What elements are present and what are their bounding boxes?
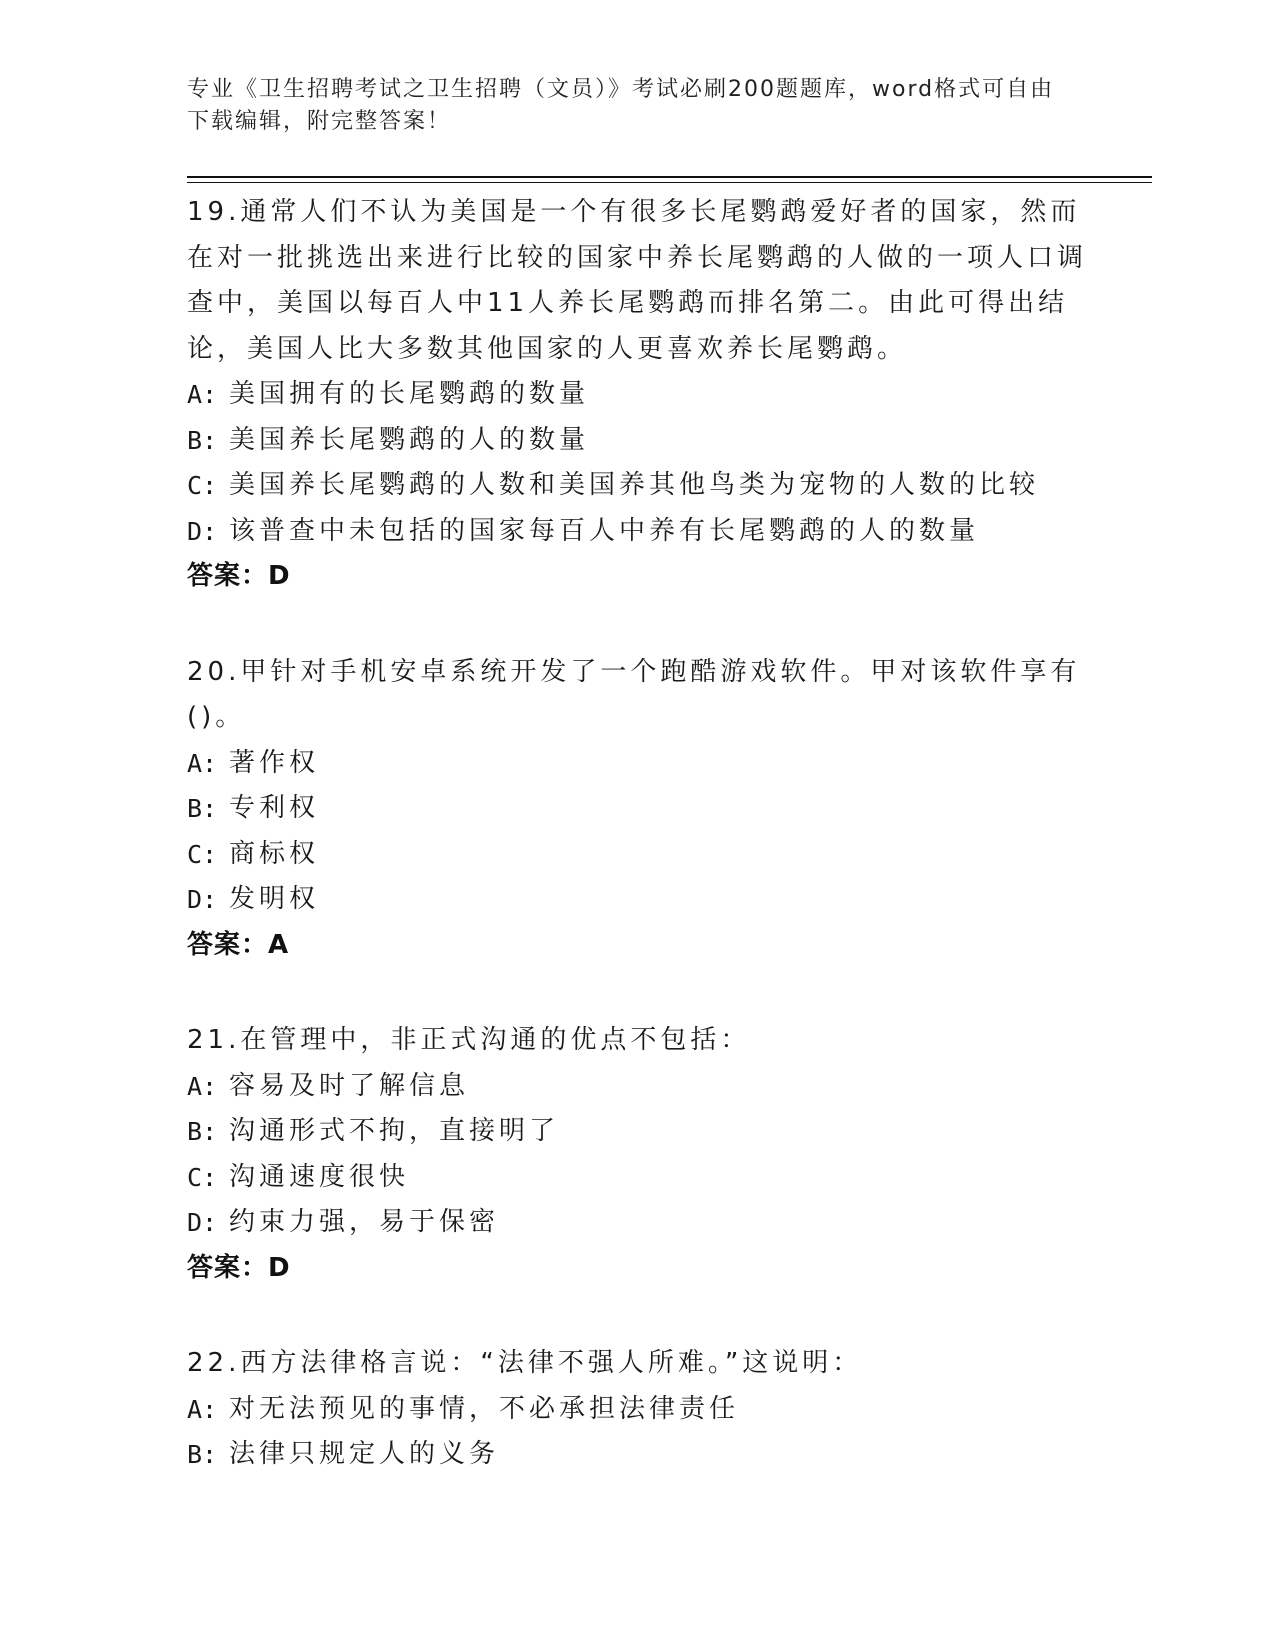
option-text: 沟通形式不拘，直接明了 (229, 1116, 560, 1146)
option-c (187, 463, 1087, 509)
option-key: D: (187, 1208, 218, 1237)
answer-line: 答案：D (187, 1252, 291, 1283)
option-text: 商标权 (229, 838, 320, 869)
option-key: B: (187, 794, 218, 823)
option-text: 美国养长尾鹦鹉的人的数量 (229, 424, 590, 455)
option-key: A: (187, 1394, 218, 1424)
question-20 (187, 650, 1087, 969)
document-header: 专业《卫生招聘考试之卫生招聘（文员）》考试必刷200题题库，word格式可自由下载编辑，附完整答案！ (187, 77, 1055, 134)
option-key: C: (187, 471, 218, 500)
option-a (187, 372, 1087, 418)
option-text: 约束力强，易于保密 (229, 1207, 500, 1237)
option-key: A: (187, 1071, 218, 1101)
option-a (187, 741, 1087, 787)
option-b (187, 1432, 1087, 1478)
option-a (187, 1387, 1087, 1433)
option-key: B: (187, 1117, 218, 1146)
option-text: 美国拥有的长尾鹦鹉的数量 (229, 379, 590, 409)
option-b (187, 418, 1087, 464)
option-d (187, 1200, 1087, 1246)
option-key: A: (187, 380, 218, 409)
option-b (187, 1109, 1087, 1155)
option-text: 发明权 (229, 884, 320, 914)
option-c (187, 832, 1087, 878)
option-c (187, 1155, 1087, 1201)
option-a (187, 1064, 1087, 1110)
answer-line: 答案：D (187, 561, 291, 591)
option-d (187, 509, 1087, 555)
option-b (187, 786, 1087, 832)
option-key: C: (187, 1162, 218, 1192)
option-text: 著作权 (229, 747, 320, 778)
option-text: 对无法预见的事情，不必承担法律责任 (229, 1393, 740, 1424)
option-key: D: (187, 516, 218, 546)
answer-line: 答案：A (187, 929, 290, 960)
option-d (187, 877, 1087, 923)
option-text: 法律只规定人的义务 (229, 1439, 500, 1469)
option-text: 该普查中未包括的国家每百人中养有长尾鹦鹉的人的数量 (229, 515, 980, 546)
option-text: 沟通速度很快 (229, 1161, 410, 1192)
question-stem: 21.在管理中，非正式沟通的优点不包括： (187, 1025, 751, 1055)
option-key: C: (187, 839, 218, 869)
option-text: 容易及时了解信息 (229, 1070, 470, 1101)
question-19 (187, 190, 1087, 600)
header-divider-thin (187, 182, 1152, 183)
option-key: B: (187, 1440, 218, 1469)
header-divider-thick (187, 176, 1152, 178)
option-key: A: (187, 748, 218, 778)
option-text: 专利权 (229, 793, 320, 823)
question-stem: 22.西方法律格言说：“法律不强人所难。”这说明： (187, 1348, 863, 1378)
question-21 (187, 1018, 1087, 1291)
option-text: 美国养长尾鹦鹉的人数和美国养其他鸟类为宠物的人数的比较 (229, 470, 1040, 500)
question-stem: 20.甲针对手机安卓系统开发了一个跑酷游戏软件。甲对该软件享有()。 (187, 656, 1081, 732)
question-22 (187, 1341, 1087, 1478)
question-list (187, 190, 1087, 1528)
question-stem: 19.通常人们不认为美国是一个有很多长尾鹦鹉爱好者的国家，然而在对一批挑选出来进行比较的国家中养长尾鹦鹉的人做的一项人口调查中，美国以每百人中11人养长尾鹦鹉而排名第二。由此可得出结论，美国人比大多数其他国家的人更喜欢养长尾鹦鹉。 (187, 197, 1088, 364)
option-key: D: (187, 885, 218, 914)
option-key: B: (187, 425, 218, 455)
